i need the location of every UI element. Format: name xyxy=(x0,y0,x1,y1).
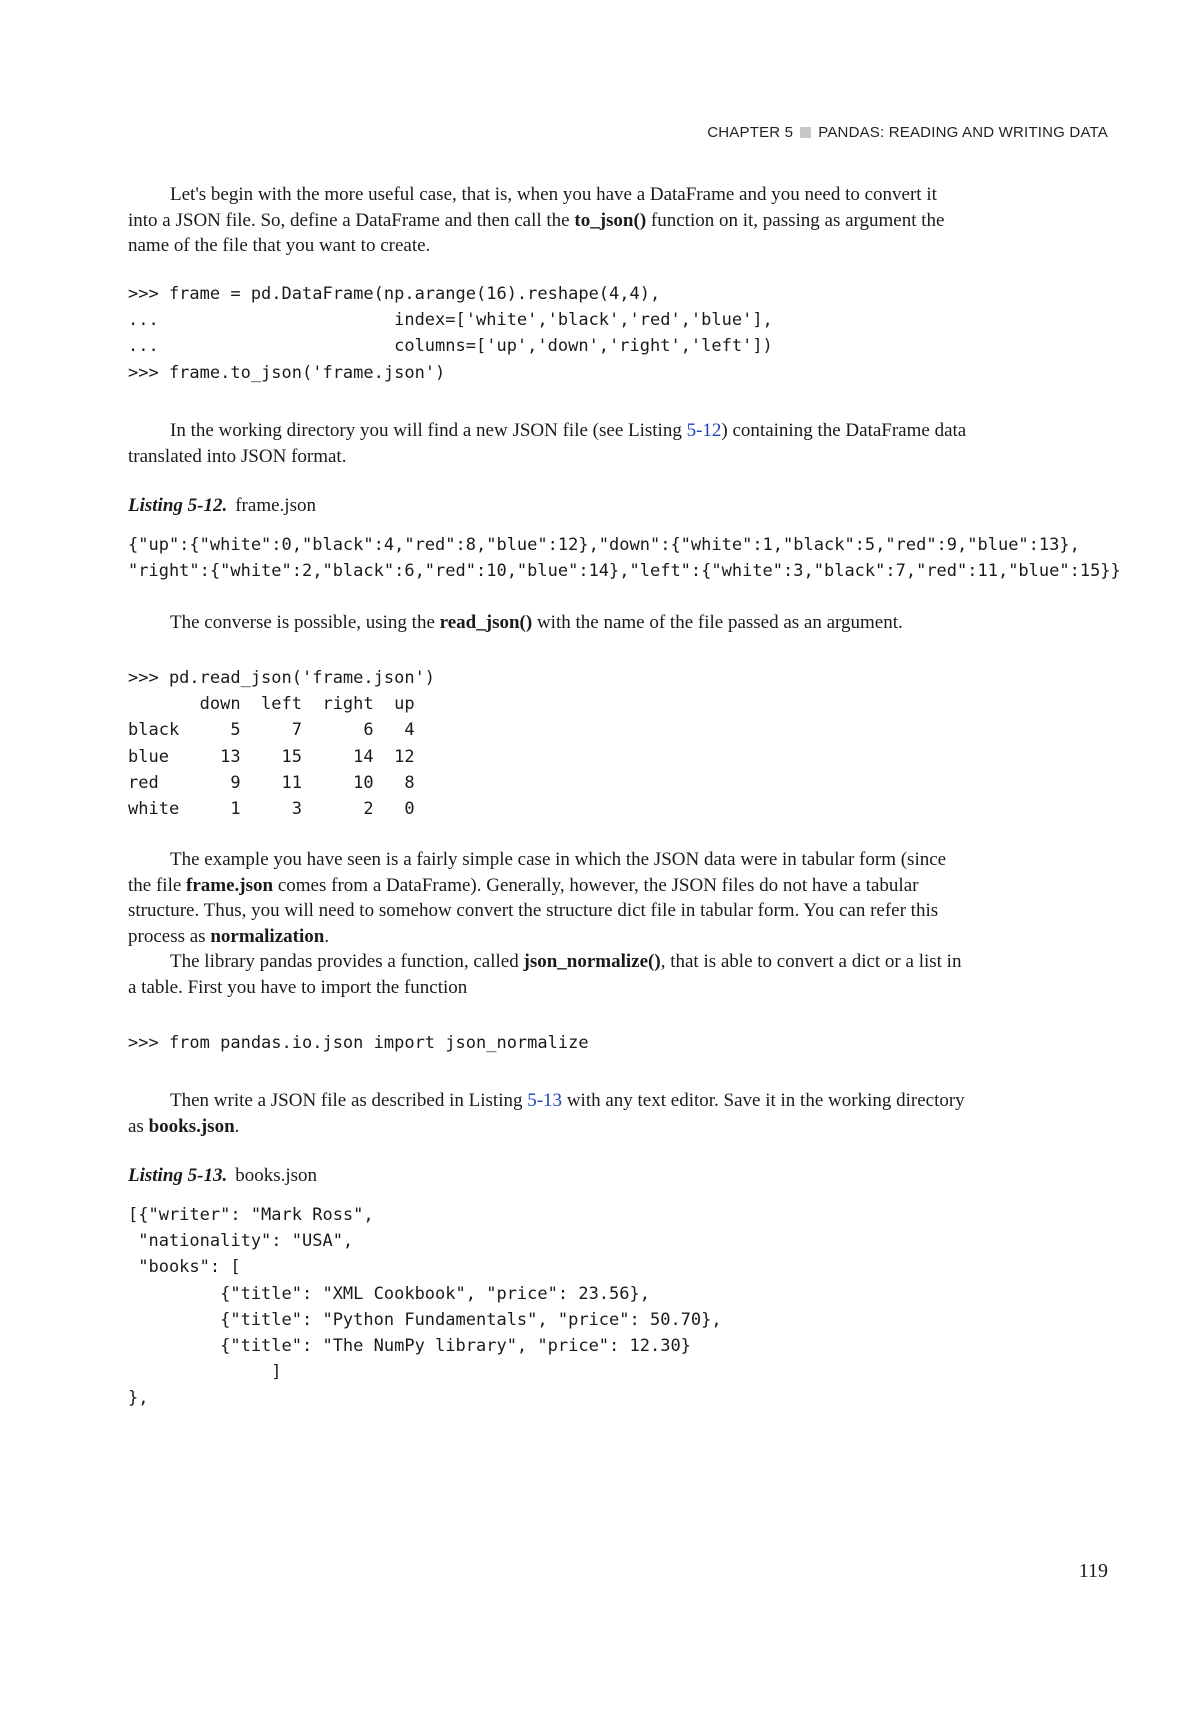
code-line: ] xyxy=(128,1362,282,1383)
paragraph-text: into a JSON file. So, define a DataFrame and then call the xyxy=(128,209,575,231)
paragraph-text: process as xyxy=(128,925,211,947)
paragraph-line: structure. Thus, you will need to somehow convert the structure dict file in tabular form. You can refer this xyxy=(128,900,939,921)
code-line: red 9 11 10 8 xyxy=(128,772,415,793)
paragraph-text: ) containing the DataFrame data xyxy=(721,420,967,441)
code-line: >>> frame.to_json('frame.json') xyxy=(128,362,446,383)
paragraph-text: with the name of the file passed as an argument. xyxy=(532,612,903,633)
listing-link-5-13[interactable]: 5-13 xyxy=(527,1090,563,1111)
running-head xyxy=(707,124,1108,141)
code-line: "nationality": "USA", xyxy=(128,1231,354,1252)
code-line: {"title": "Python Fundamentals", "price": 50.70}, xyxy=(128,1309,722,1330)
listing-label: Listing 5-13. xyxy=(128,1165,228,1186)
code-line: >>> from pandas.io.json import json_normalize xyxy=(128,1033,589,1053)
paragraph-intro xyxy=(128,182,1108,259)
inline-filename-books-json: books.json xyxy=(148,1115,235,1137)
paragraph-normalization xyxy=(128,847,1108,949)
inline-filename-frame-json: frame.json xyxy=(186,874,274,896)
paragraph-text: . xyxy=(234,1115,240,1137)
paragraph-line: a table. First you have to import the function xyxy=(128,976,468,998)
paragraph-text: In the working directory you will find a new JSON file (see Listing xyxy=(170,420,687,441)
code-block-frame-json xyxy=(128,532,1121,584)
chapter-title: PANDAS: READING AND WRITING DATA xyxy=(818,124,1108,141)
listing-label: Listing 5-12. xyxy=(128,495,228,516)
code-line: down left right up xyxy=(128,694,415,715)
inline-code-read-json: read_json() xyxy=(439,612,533,633)
paragraph-books-json xyxy=(128,1088,1108,1139)
listing-caption-5-13 xyxy=(128,1165,317,1187)
inline-code-json-normalize: json_normalize() xyxy=(523,951,661,972)
code-line: >>> frame = pd.DataFrame(np.arange(16).reshape(4,4), xyxy=(128,284,661,304)
code-line: ... index=['white','black','red','blue'], xyxy=(128,310,773,331)
paragraph-text: Then write a JSON file as described in Listing xyxy=(170,1090,528,1111)
code-line: blue 13 15 14 12 xyxy=(128,746,415,767)
paragraph-line: The example you have seen is a fairly simple case in which the JSON data were in tabular form (since xyxy=(170,849,947,870)
paragraph-text: . xyxy=(324,925,330,947)
paragraph-text: function on it, passing as argument the xyxy=(646,209,945,231)
paragraph-text: comes from a DataFrame). Generally, however, the JSON files do not have a tabular xyxy=(273,874,919,896)
code-line: [{"writer": "Mark Ross", xyxy=(128,1205,374,1225)
chapter-label: CHAPTER 5 xyxy=(707,124,794,141)
code-line: {"title": "The NumPy library", "price": 12.30} xyxy=(128,1335,691,1356)
listing-filename: frame.json xyxy=(235,495,316,516)
code-line: }, xyxy=(128,1388,149,1409)
code-line: black 5 7 6 4 xyxy=(128,720,415,741)
code-line: "right":{"white":2,"black":6,"red":10,"blue":14},"left":{"white":3,"black":7,"red":11,"blue":15}} xyxy=(128,561,1121,582)
page-number: 119 xyxy=(1078,1560,1108,1582)
paragraph-text: , that is able to convert a dict or a list in xyxy=(660,951,962,972)
inline-term-normalization: normalization xyxy=(210,925,325,947)
paragraph-text: as xyxy=(128,1115,149,1137)
listing-filename: books.json xyxy=(235,1165,318,1186)
code-block-to-json xyxy=(128,281,773,386)
paragraph-text: The library pandas provides a function, called xyxy=(170,951,524,972)
paragraph-text: The converse is possible, using the xyxy=(170,612,440,633)
code-line: "books": [ xyxy=(128,1257,241,1278)
paragraph-line: translated into JSON format. xyxy=(128,445,347,467)
code-line: white 1 3 2 0 xyxy=(128,798,415,819)
paragraph-json-normalize xyxy=(128,949,1108,1000)
listing-link-5-12[interactable]: 5-12 xyxy=(686,420,722,441)
separator-square-icon xyxy=(800,127,811,138)
inline-code-to-json: to_json() xyxy=(574,209,647,231)
code-line: {"up":{"white":0,"black":4,"red":8,"blue":12},"down":{"white":1,"black":5,"red":9,"blue":13}, xyxy=(128,535,1080,555)
code-block-read-json xyxy=(128,665,435,822)
paragraph-text: with any text editor. Save it in the working directory xyxy=(562,1090,965,1111)
paragraph-text: the file xyxy=(128,874,187,896)
code-block-import xyxy=(128,1030,589,1056)
paragraph-read-json xyxy=(128,610,1108,636)
code-line: >>> pd.read_json('frame.json') xyxy=(128,668,436,688)
paragraph-line: Let's begin with the more useful case, that is, when you have a DataFrame and you need to convert it xyxy=(170,184,937,205)
code-line: ... columns=['up','down','right','left']) xyxy=(128,336,773,357)
code-line: {"title": "XML Cookbook", "price": 23.56}, xyxy=(128,1283,650,1304)
paragraph-line: name of the file that you want to create. xyxy=(128,235,431,256)
listing-caption-5-12 xyxy=(128,495,316,517)
paragraph-working-directory xyxy=(128,418,1108,469)
code-block-books-json xyxy=(128,1202,722,1412)
